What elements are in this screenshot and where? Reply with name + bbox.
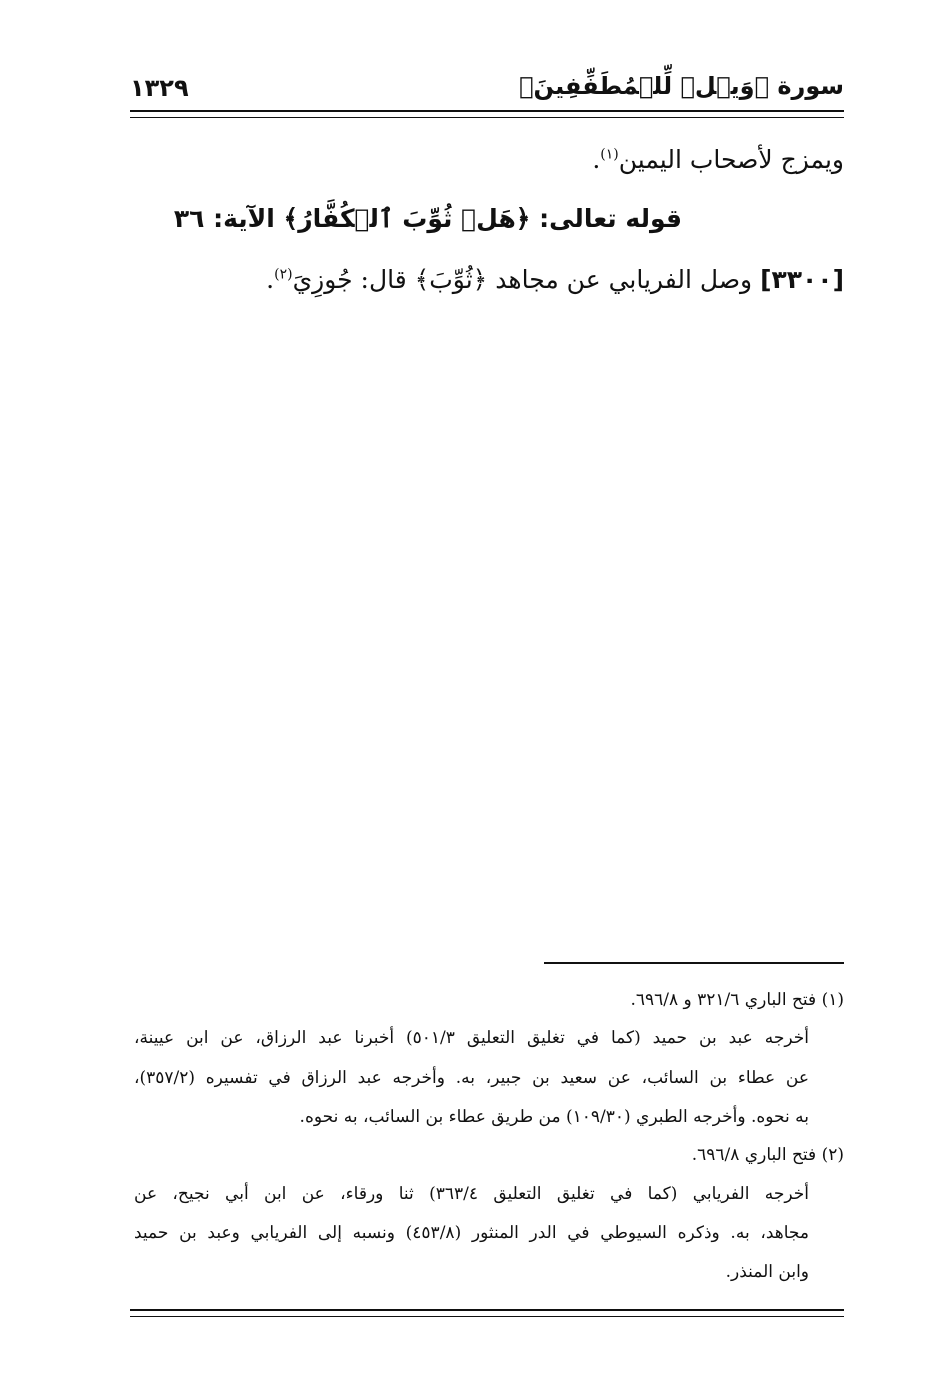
footnote-2-line-3: وابن المنذر. bbox=[725, 1262, 809, 1282]
verse-heading: قوله تعالى: ﴿هَلۡ ثُوِّبَ ٱلۡكُفَّارُ﴾ الآية: ٣٦ bbox=[173, 204, 682, 233]
footnote-2-line-1: أخرجه الفريابي (كما في تغليق التعليق ٣٦٣/٤) ثنا ورقاء، عن ابن أبي نجيح، عن bbox=[134, 1184, 809, 1204]
page-header bbox=[130, 72, 844, 112]
footnote-1-heading: (١) فتح الباري ٣٢١/٦ و ٦٩٦/٨. bbox=[630, 990, 844, 1010]
body-line-1 bbox=[592, 145, 844, 174]
bottom-rule bbox=[130, 1309, 844, 1317]
footnote-1-line-2: عن عطاء بن السائب، عن سعيد بن جبير، به. وأخرجه عبد الرزاق في تفسيره (٣٥٧/٢)، bbox=[134, 1068, 810, 1088]
footnote-2-line-2: مجاهد، به. وذكره السيوطي في الدر المنثور (٤٥٣/٨) ونسبه إلى الفريابي وعبد بن حميد bbox=[134, 1223, 809, 1243]
footnote-1-line-1: أخرجه عبد بن حميد (كما في تغليق التعليق ٥٠١/٣) أخبرنا عبد الرزاق، عن ابن عيينة، bbox=[134, 1028, 809, 1048]
footnote-2-heading: (٢) فتح الباري ٦٩٦/٨. bbox=[691, 1145, 844, 1165]
entry-end: . bbox=[266, 265, 275, 294]
footnote-separator bbox=[544, 962, 844, 964]
footnote-ref-1: (١) bbox=[600, 146, 619, 163]
entry-line bbox=[266, 265, 844, 294]
entry-number: [٣٣٠٠] bbox=[760, 265, 844, 294]
body-line-1-end: . bbox=[592, 145, 601, 174]
footnote-1-line-3: به نحوه. وأخرجه الطبري (١٠٩/٣٠) من طريق عطاء بن السائب، به نحوه. bbox=[299, 1107, 809, 1127]
body-line-1-text: ويمزج لأصحاب اليمين bbox=[618, 145, 844, 174]
header-rule bbox=[130, 110, 844, 118]
footnote-ref-2: (٢) bbox=[274, 266, 293, 283]
page-number: ١٣٢٩ bbox=[130, 74, 189, 102]
surah-title: سورة ﴿وَيۡلٞ لِّلۡمُطَفِّفِينَ﴾ bbox=[519, 72, 844, 100]
entry-text: وصل الفريابي عن مجاهد ﴿ثُوِّبَ﴾ قال: جُوزِيَ bbox=[292, 265, 753, 294]
